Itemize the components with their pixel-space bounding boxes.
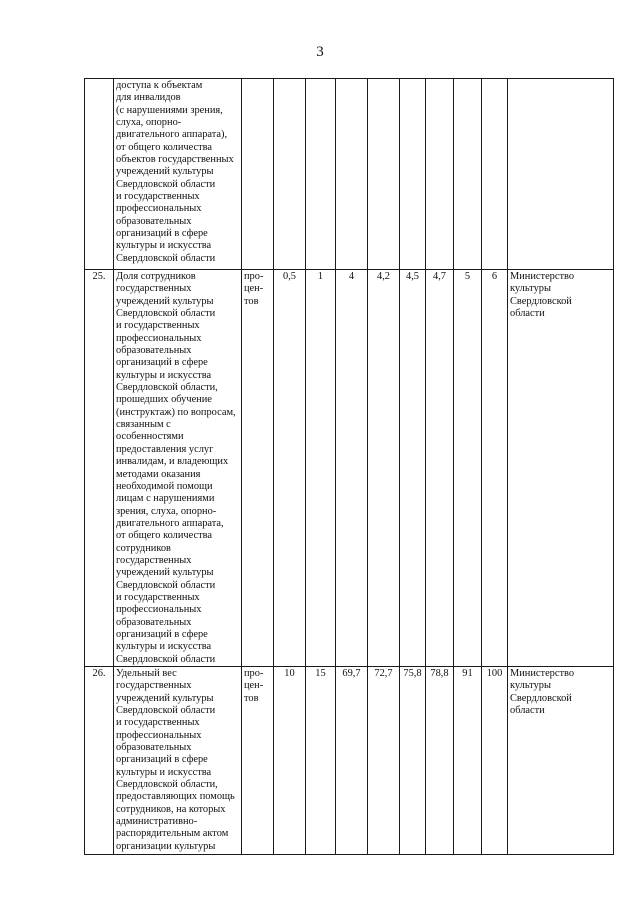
indicator-name-cell — [114, 270, 242, 667]
unit-text-line: про- — [244, 271, 264, 282]
indicator-text-line: зрения, слуха, опорно- — [116, 505, 217, 517]
value-cell — [336, 79, 368, 270]
value-cell: 4,5 — [400, 270, 426, 667]
indicator-text-line: Удельный вес — [116, 668, 177, 679]
responsible-text-line: культуры — [510, 680, 551, 692]
indicator-text-line: профессиональных — [116, 729, 202, 741]
responsible-text-line: Свердловской — [510, 692, 572, 704]
value-cell: 69,7 — [336, 667, 368, 855]
indicator-text-line: и государственных — [116, 717, 200, 729]
indicators-table — [84, 78, 614, 855]
indicator-text-line: культуры и искусства — [116, 766, 212, 778]
indicator-text-line: учреждений культуры — [116, 567, 214, 579]
indicator-text-line: административно- — [116, 816, 198, 828]
indicator-text-line: Свердловской области — [116, 705, 216, 717]
row-number-cell: 25. — [85, 270, 114, 667]
indicator-text-line: лицам с нарушениями — [116, 493, 215, 505]
indicator-text-line: распорядительным актом — [116, 828, 229, 840]
unit-text-line: про- — [244, 668, 264, 679]
page-number: 3 — [316, 44, 324, 60]
indicator-text-line: организации культуры — [116, 840, 216, 852]
indicator-text-line: связанным с — [116, 419, 171, 431]
indicator-text-line: Свердловской области — [116, 653, 216, 665]
indicator-text-line: профессиональных — [116, 332, 202, 344]
responsible-text-line: Свердловской — [510, 295, 572, 307]
value-cell: 1 — [306, 270, 336, 667]
responsible-text-line: области — [510, 705, 545, 717]
value-cell — [368, 79, 400, 270]
indicator-text-line: Доля сотрудников — [116, 271, 196, 282]
indicator-text-line: организаций в сфере — [116, 628, 208, 640]
indicator-text-line: для инвалидов — [116, 92, 181, 104]
value-cell: 91 — [454, 667, 482, 855]
unit-cell — [242, 667, 274, 855]
value-cell — [482, 79, 508, 270]
indicator-text-line: организаций в сфере — [116, 754, 208, 766]
indicator-text-line: организаций в сфере — [116, 228, 208, 240]
table-row — [85, 667, 614, 855]
indicator-text-line: учреждений культуры — [116, 295, 214, 307]
indicator-text-line: культуры и искусства — [116, 641, 212, 653]
responsible-text-line: Министерство — [510, 668, 575, 679]
indicator-text-line: предоставления услуг — [116, 443, 214, 455]
value-cell — [426, 79, 454, 270]
value-cell: 4,2 — [368, 270, 400, 667]
indicator-text-line: (с нарушениями зрения, — [116, 104, 223, 116]
indicator-text-line: сотрудников — [116, 542, 171, 554]
value-cell: 75,8 — [400, 667, 426, 855]
indicator-text-line: и государственных — [116, 320, 200, 332]
value-cell: 15 — [306, 667, 336, 855]
indicator-text-line: сотрудников, на которых — [116, 803, 226, 815]
indicator-text-line: организаций в сфере — [116, 357, 208, 369]
value-cell: 5 — [454, 270, 482, 667]
responsible-cell — [508, 667, 614, 855]
row-number-cell: 26. — [85, 667, 114, 855]
indicator-text-line: Свердловской области — [116, 178, 216, 190]
indicator-text-line: от общего количества — [116, 141, 213, 153]
indicator-text-line: государственных — [116, 680, 192, 692]
value-cell: 0,5 — [274, 270, 306, 667]
value-cell: 78,8 — [426, 667, 454, 855]
indicator-text-line: доступа к объектам — [116, 80, 203, 91]
indicator-text-line: Свердловской области — [116, 252, 216, 264]
indicator-text-line: учреждений культуры — [116, 692, 214, 704]
indicator-text-line: Свердловской области — [116, 308, 216, 320]
row-number-cell — [85, 79, 114, 270]
unit-text-line: тов — [244, 692, 259, 704]
value-cell: 10 — [274, 667, 306, 855]
value-cell — [454, 79, 482, 270]
value-cell: 4 — [336, 270, 368, 667]
indicator-text-line: государственных — [116, 554, 192, 566]
value-cell — [274, 79, 306, 270]
indicator-text-line: профессиональных — [116, 604, 202, 616]
table-row — [85, 270, 614, 667]
indicator-text-line: и государственных — [116, 591, 200, 603]
indicator-text-line: образовательных — [116, 742, 192, 754]
value-cell — [306, 79, 336, 270]
value-cell: 100 — [482, 667, 508, 855]
responsible-text-line: культуры — [510, 283, 551, 295]
value-cell: 6 — [482, 270, 508, 667]
responsible-cell — [508, 270, 614, 667]
indicator-text-line: слуха, опорно- — [116, 117, 182, 129]
unit-cell — [242, 79, 274, 270]
indicator-text-line: инвалидам, и владеющих — [116, 456, 229, 468]
indicator-text-line: учреждений культуры — [116, 166, 214, 178]
indicator-text-line: государственных — [116, 283, 192, 295]
value-cell: 72,7 — [368, 667, 400, 855]
value-cell: 4,7 — [426, 270, 454, 667]
indicator-text-line: профессиональных — [116, 203, 202, 215]
unit-text-line: тов — [244, 295, 259, 307]
indicator-text-line: образовательных — [116, 215, 192, 227]
indicator-text-line: образовательных — [116, 345, 192, 357]
indicator-text-line: Свердловской области, — [116, 382, 218, 394]
indicator-text-line: Свердловской области — [116, 579, 216, 591]
indicator-text-line: и государственных — [116, 191, 200, 203]
responsible-text-line: области — [510, 308, 545, 320]
indicator-text-line: Свердловской области, — [116, 779, 218, 791]
indicator-text-line: (инструктаж) по вопросам, — [116, 406, 236, 418]
indicator-name-cell — [114, 667, 242, 855]
unit-text-line: цен- — [244, 680, 264, 692]
value-cell — [400, 79, 426, 270]
indicator-text-line: двигательного аппарата), — [116, 129, 228, 141]
table-row — [85, 79, 614, 270]
indicator-name-cell — [114, 79, 242, 270]
responsible-cell — [508, 79, 614, 270]
indicator-text-line: образовательных — [116, 616, 192, 628]
indicator-text-line: двигательного аппарата, — [116, 517, 224, 529]
responsible-text-line: Министерство — [510, 271, 575, 282]
indicator-text-line: методами оказания — [116, 468, 201, 480]
indicator-text-line: предоставляющих помощь — [116, 791, 235, 803]
indicator-text-line: особенностями — [116, 431, 184, 443]
indicator-text-line: от общего количества — [116, 530, 213, 542]
table-body — [85, 79, 614, 855]
indicator-text-line: культуры и искусства — [116, 369, 212, 381]
indicator-text-line: прошедших обучение — [116, 394, 212, 406]
unit-text-line: цен- — [244, 283, 264, 295]
indicator-text-line: необходимой помощи — [116, 480, 213, 492]
indicator-text-line: объектов государственных — [116, 154, 234, 166]
indicator-text-line: культуры и искусства — [116, 240, 212, 252]
unit-cell — [242, 270, 274, 667]
